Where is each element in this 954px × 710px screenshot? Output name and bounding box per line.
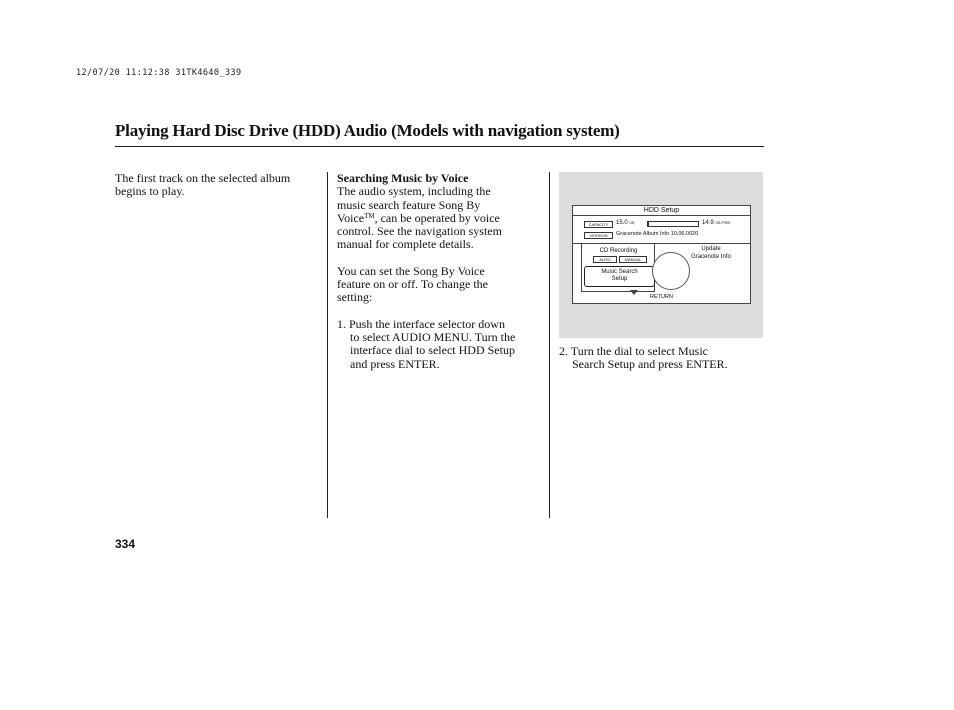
paragraph-line: The audio system, including the (337, 184, 491, 199)
manual-option[interactable]: MANUAL (619, 256, 647, 263)
paragraph-line: control. See the navigation system (337, 224, 502, 239)
screen-info-area (573, 216, 750, 244)
hdd-setup-screen (572, 205, 751, 304)
auto-option[interactable]: AUTO (593, 256, 617, 263)
capacity-tag: CAPACITY (584, 221, 613, 228)
step-1-line: interface dial to select HDD Setup (350, 343, 515, 358)
step-1-line: 1. Push the interface selector down (337, 316, 505, 331)
cd-recording-option[interactable]: CD Recording (599, 248, 638, 254)
capacity-value: 15.0 (616, 220, 628, 226)
screen-title: HDD Setup (573, 206, 750, 216)
step-2-line: 2. Turn the dial to select Music (559, 344, 708, 358)
column-2 (337, 172, 542, 371)
paragraph-line: music search feature Song By (337, 197, 481, 212)
step-1-line: to select AUDIO MENU. Turn the (350, 329, 516, 344)
paragraph-text: , can be operated by voice (374, 210, 500, 225)
step-1-line: and press ENTER. (350, 356, 440, 371)
paragraph-line: feature on or off. To change the (337, 277, 488, 292)
section-heading: Searching Music by Voice (337, 171, 469, 185)
music-search-label: Setup (611, 276, 628, 282)
paragraph-line: setting: (337, 290, 373, 305)
return-label[interactable]: RETURN (650, 294, 673, 300)
print-timestamp: 12/07/20 11:12:38 31TK4640_339 (76, 68, 242, 78)
column-divider-1 (327, 172, 328, 518)
version-tag: VERSION (584, 232, 613, 239)
col1-line: The first track on the selected album (115, 171, 291, 185)
update-option[interactable]: Update (701, 246, 721, 252)
screen-menu-area (573, 244, 750, 292)
step-2-line: Search Setup and press ENTER. (572, 357, 728, 372)
free-unit: GB FREE (715, 221, 731, 225)
col1-line: begins to play. (115, 184, 185, 199)
capacity-bar (647, 221, 699, 227)
free-value: 14.9 (702, 220, 714, 226)
voice-word: Voice (337, 210, 365, 225)
version-text: Gracenote Album Info 10.06.0020 (616, 231, 699, 237)
update-option-label: Gracenote Info (691, 254, 731, 260)
capacity-unit: GB (629, 221, 635, 225)
paragraph-line (337, 212, 542, 225)
trademark-symbol: TM (364, 211, 375, 220)
paragraph-line: You can set the Song By Voice (337, 263, 485, 278)
page-title: Playing Hard Disc Drive (HDD) Audio (Models with navigation system) (115, 121, 620, 140)
hdd-setup-illustration (559, 172, 763, 338)
page-number: 334 (115, 537, 136, 551)
capacity-readout (616, 220, 634, 227)
column-1 (115, 172, 325, 199)
title-divider (115, 146, 764, 147)
free-readout (702, 220, 731, 227)
column-3 (559, 345, 764, 372)
column-divider-2 (549, 172, 550, 518)
paragraph-line: manual for complete details. (337, 237, 474, 252)
music-search-label: Music Search (601, 269, 638, 275)
